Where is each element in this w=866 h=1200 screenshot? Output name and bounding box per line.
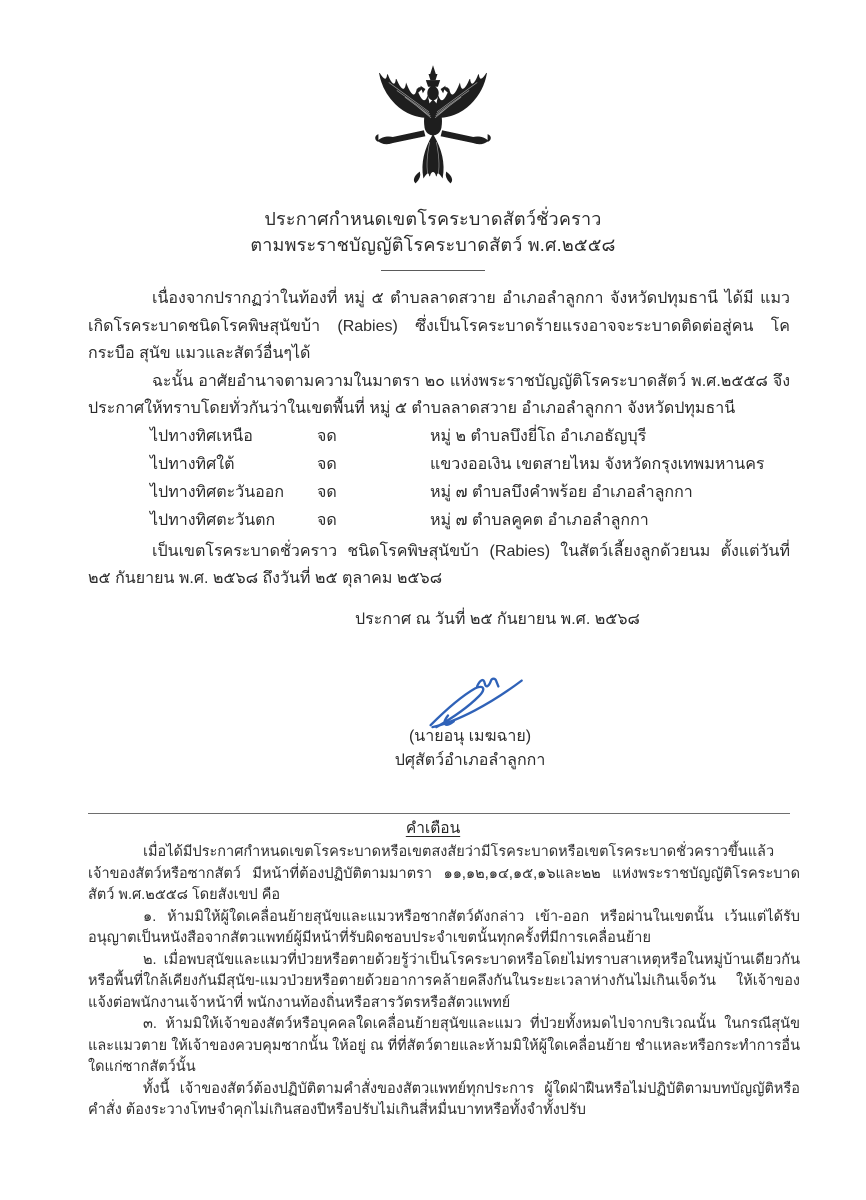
signature-block (350, 669, 590, 773)
boundary-join: จด (317, 511, 337, 529)
boundary-row-east (150, 479, 790, 507)
boundary-direction: ไปทางทิศเหนือ (150, 427, 253, 445)
warning-item-1: ๑. ห้ามมิให้ผู้ใดเคลื่อนย้ายสุนัขและแมวหรือซากสัตว์ดังกล่าว เข้า-ออก หรือผ่านในเขตนั้น เว้นแต่ได้รับอนุญาตเป็นหนังสือจากสัตวแพทย์ผู้มีหน้าที่รับผิดชอบประจำเขตนั้นทุกครั้งที่มีการเคลื่อนย้าย (88, 908, 800, 946)
boundary-direction: ไปทางทิศตะวันตก (150, 511, 276, 529)
boundary-row-west (150, 507, 790, 535)
warning-body (88, 842, 800, 1122)
boundary-area: หมู่ ๗ ตำบลบึงคำพร้อย อำเภอลำลูกกา (430, 483, 693, 501)
warning-item-3: ๓. ห้ามมิให้เจ้าของสัตว์หรือบุคคลใดเคลื่อนย้ายสุนัขและแมว ที่ป่วยทั้งหมดไปจากบริเวณนั้น ในกรณีสุนัขและแมวตาย ให้เจ้าของควบคุมซากนั้น ให้อยู่ ณ ที่ที่สัตว์ตายและห้ามมิให้ผู้ใดเคลื่อนย้าย ชำแหละหรือกระทำการอื่นใดแก่ซากสัตว์นั้น (88, 1016, 800, 1075)
boundary-direction: ไปทางทิศตะวันออก (150, 483, 285, 501)
signatory-position: ปศุสัตว์อำเภอลำลูกกา (394, 752, 546, 769)
warning-closing: ทั้งนี้ เจ้าของสัตว์ต้องปฏิบัติตามคำสั่งของสัตวแพทย์ทุกประการ ผู้ใดฝ่าฝืนหรือไม่ปฏิบัติตามบทบัญญัติหรือคำสั่ง ต้องระวางโทษจำคุกไม่เกินสองปีหรือปรับไม่เกินสี่หมื่นบาทหรือทั้งจำทั้งปรับ (88, 1080, 800, 1118)
signatory-name: (นายอนุ เมฆฉาย) (408, 728, 532, 745)
document-title-line1: ประกาศกำหนดเขตโรคระบาดสัตว์ชั่วคราว (264, 209, 602, 229)
warning-intro: เมื่อได้มีประกาศกำหนดเขตโรคระบาดหรือเขตสงสัยว่ามีโรคระบาดหรือเขตโรคระบาดชั่วคราวขึ้นแล้ว เจ้าของสัตว์หรือซากสัตว์ มีหน้าที่ต้องปฏิบัติตามมาตรา ๑๑,๑๒,๑๔,๑๕,๑๖และ๒๒ แห่งพระราชบัญญัติโรคระบาดสัตว์ พ.ศ.๒๕๕๘ โดยสังเขป คือ (88, 844, 800, 903)
title-divider (381, 270, 485, 271)
warning-heading-wrap (0, 818, 866, 840)
garuda-emblem (366, 64, 500, 200)
warning-heading: คำเตือน (405, 820, 461, 837)
document-body (88, 285, 790, 773)
paragraph-authority: ฉะนั้น อาศัยอำนาจตามความในมาตรา ๒๐ แห่งพระราชบัญญัติโรคระบาดสัตว์ พ.ศ.๒๕๕๘ จึงประกาศให้ทราบโดยทั่วกันว่าในเขตพื้นที่ หมู่ ๕ ตำบลลาดสวาย อำเภอลำลูกกา จังหวัดปทุมธานี (88, 372, 790, 417)
boundary-area: หมู่ ๒ ตำบลบึงยี่โถ อำเภอธัญบุรี (430, 427, 647, 445)
signature-ink (420, 669, 538, 731)
boundary-area: แขวงออเงิน เขตสายไหม จังหวัดกรุงเทพมหานคร (430, 455, 765, 473)
paragraph-premise: เนื่องจากปรากฏว่าในท้องที่ หมู่ ๕ ตำบลลาดสวาย อำเภอลำลูกกา จังหวัดปทุมธานี ได้มี แมวเกิดโรคระบาดชนิดโรคพิษสุนัขบ้า (Rabies) ซึ่งเป็นโรคระบาดร้ายแรงอาจจะระบาดติดต่อสู่คน โค กระบือ สุนัข แมวและสัตว์อื่นๆได้ (88, 290, 790, 362)
boundary-join: จด (317, 483, 337, 501)
document-title-line2: ตามพระราชบัญญัติโรคระบาดสัตว์ พ.ศ.๒๕๕๘ (250, 235, 616, 255)
boundary-join: จด (317, 455, 337, 473)
boundary-join: จด (317, 427, 337, 445)
paragraph-declaration: เป็นเขตโรคระบาดชั่วคราว ชนิดโรคพิษสุนัขบ้า (Rabies) ในสัตว์เลี้ยงลูกด้วยนม ตั้งแต่วันที่ ๒๕ กันยายน พ.ศ. ๒๕๖๘ ถึงวันที่ ๒๕ ตุลาคม ๒๕๖๘ (88, 542, 790, 587)
boundary-row-north (150, 423, 790, 451)
warning-item-2: ๒. เมื่อพบสุนัขและแมวที่ป่วยหรือตายด้วยรู้ว่าเป็นโรคระบาดหรือโดยไม่ทราบสาเหตุหรือในหมู่บ้านเดียวกันหรือพื้นที่ใกล้เคียงกันมีสุนัข-แมวป่วยหรือตายด้วยอาการคล้ายคลึงกันในระยะเวลาห่างกันไม่เกินเจ็ดวัน ให้เจ้าของแจ้งต่อพนักงานเจ้าหน้าที่ พนักงานท้องถิ่นหรือสารวัตรหรือสัตวแพทย์ (88, 951, 800, 1011)
announcement-date-line: ประกาศ ณ วันที่ ๒๕ กันยายน พ.ศ. ๒๕๖๘ (355, 610, 640, 628)
garuda-emblem-graphic (366, 64, 500, 200)
boundary-area: หมู่ ๗ ตำบลคูคต อำเภอลำลูกกา (430, 511, 649, 529)
warning-divider (88, 813, 790, 814)
boundary-row-south (150, 451, 790, 479)
boundary-direction: ไปทางทิศใต้ (150, 455, 235, 473)
boundary-list (150, 423, 790, 535)
